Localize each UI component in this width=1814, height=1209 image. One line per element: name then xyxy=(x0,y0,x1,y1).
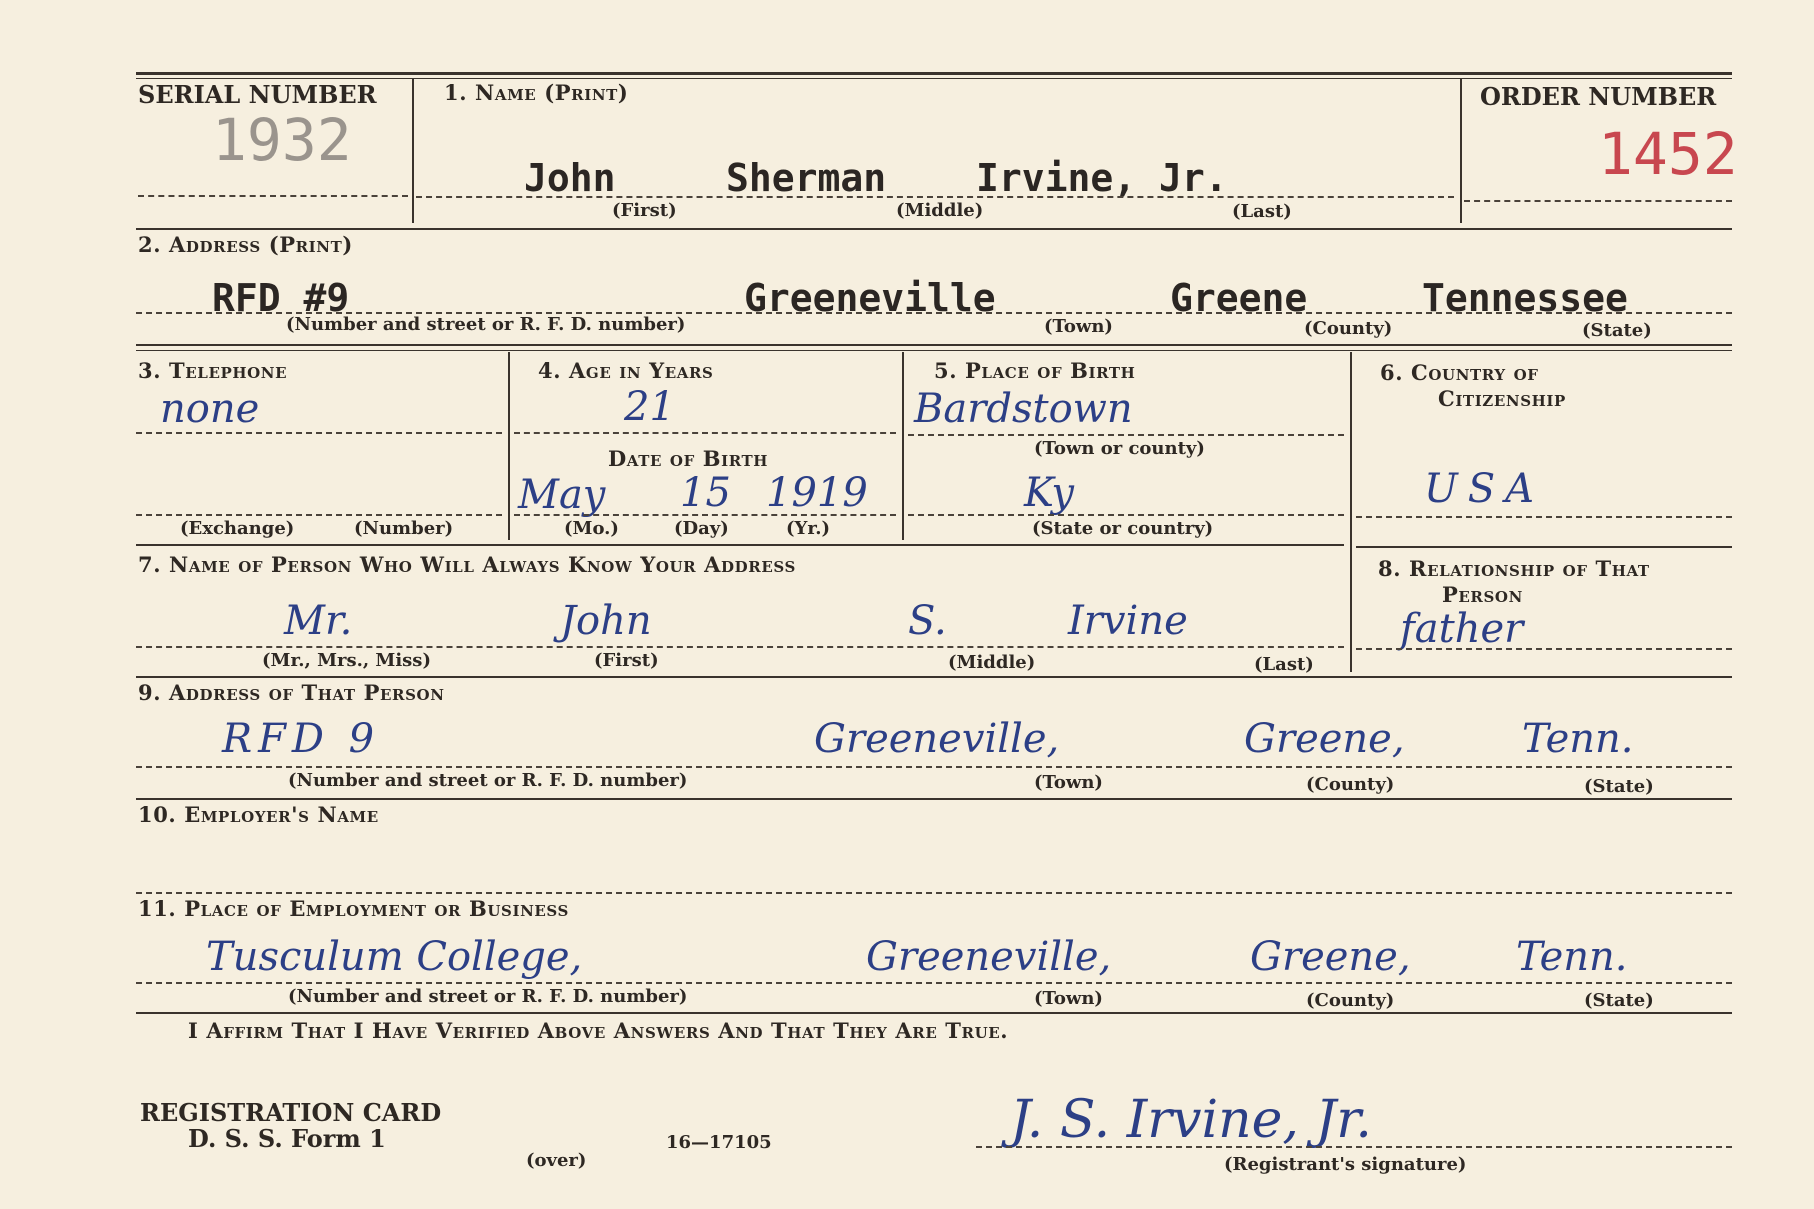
serial-number-value: 1932 xyxy=(212,106,352,174)
contact-label: 7. Name of Person Who Will Always Know Your Address xyxy=(138,552,796,577)
affirmation-text: I Affirm That I Have Verified Above Answers And That They Are True. xyxy=(188,1018,1009,1043)
section-rule-1 xyxy=(136,228,1732,230)
dob-year-value: 1919 xyxy=(766,470,868,516)
contact-middle-value: S. xyxy=(908,598,947,644)
contact-last-value: Irvine xyxy=(1068,598,1188,644)
dob-underline xyxy=(514,514,896,516)
print-code: 16—17105 xyxy=(666,1132,772,1153)
address-state-value: Tennessee xyxy=(1422,276,1628,320)
employment-street-caption: (Number and street or R. F. D. number) xyxy=(288,986,688,1007)
address-county-value: Greene xyxy=(1170,276,1308,320)
contact-address-state-value: Tenn. xyxy=(1522,716,1634,762)
address-label: 2. Address (Print) xyxy=(138,232,353,257)
employment-state-caption: (State) xyxy=(1584,990,1654,1011)
dob-day-caption: (Day) xyxy=(674,518,729,539)
contact-title-caption: (Mr., Mrs., Miss) xyxy=(262,650,431,671)
contact-first-value: John xyxy=(560,598,652,644)
name-last-value: Irvine, Jr. xyxy=(976,156,1228,200)
telephone-value: none xyxy=(160,386,260,432)
citizenship-label-line2: Citizenship xyxy=(1438,386,1566,411)
serial-underline xyxy=(138,195,408,197)
name-underline xyxy=(416,196,1454,198)
form-number: D. S. S. Form 1 xyxy=(188,1124,386,1153)
address-street-value: RFD #9 xyxy=(212,276,350,320)
address-town-value: Greeneville xyxy=(744,276,996,320)
contact-address-street-value: RFD 9 xyxy=(222,716,381,762)
card-title: REGISTRATION CARD xyxy=(140,1098,442,1127)
serial-number-label: SERIAL NUMBER xyxy=(138,80,377,109)
employment-street-value: Tusculum College, xyxy=(206,934,583,980)
dob-day-value: 15 xyxy=(680,470,731,516)
dob-year-caption: (Yr.) xyxy=(786,518,830,539)
contact-first-caption: (First) xyxy=(594,650,659,671)
birthplace-town-value: Bardstown xyxy=(914,386,1133,432)
name-first-caption: (First) xyxy=(612,200,677,221)
relationship-underline xyxy=(1356,648,1732,650)
relationship-label-line2: Person xyxy=(1442,582,1523,607)
employment-label: 11. Place of Employment or Business xyxy=(138,896,569,921)
age-label: 4. Age in Years xyxy=(538,358,714,383)
name-middle-value: Sherman xyxy=(726,156,887,200)
contact-address-underline xyxy=(136,766,1732,768)
name-first-value: John xyxy=(524,156,616,200)
telephone-label: 3. Telephone xyxy=(138,358,288,383)
employment-underline xyxy=(136,982,1732,984)
contact-underline xyxy=(136,646,1344,648)
birthplace-state-caption: (State or country) xyxy=(1032,518,1214,539)
divider-age-birthplace xyxy=(902,352,904,540)
order-number-value: 1452 xyxy=(1598,120,1738,188)
birthplace-label: 5. Place of Birth xyxy=(934,358,1136,383)
telephone-exchange-caption: (Exchange) xyxy=(180,518,295,539)
relationship-value: father xyxy=(1400,606,1524,652)
contact-address-town-caption: (Town) xyxy=(1034,772,1103,793)
name-last-caption: (Last) xyxy=(1232,201,1292,222)
employment-county-value: Greene, xyxy=(1250,934,1411,980)
citizenship-value: USA xyxy=(1424,466,1544,512)
section-rule-5 xyxy=(136,798,1732,800)
contact-address-county-value: Greene, xyxy=(1244,716,1405,762)
order-divider xyxy=(1460,78,1462,223)
dob-month-caption: (Mo.) xyxy=(564,518,619,539)
birthplace-state-underline xyxy=(908,514,1344,516)
employment-town-caption: (Town) xyxy=(1034,988,1103,1009)
citizenship-label-line1: 6. Country of xyxy=(1380,360,1539,385)
order-number-label: ORDER NUMBER xyxy=(1480,82,1717,111)
top-border xyxy=(136,72,1732,75)
divider-birthplace-citizenship xyxy=(1350,352,1352,672)
contact-last-caption: (Last) xyxy=(1254,654,1314,675)
contact-address-state-caption: (State) xyxy=(1584,776,1654,797)
section-rule-2b xyxy=(136,350,1732,351)
telephone-underline-1 xyxy=(136,432,502,434)
section-rule-4 xyxy=(136,676,1732,678)
divider-telephone-age xyxy=(508,352,510,540)
employment-town-value: Greeneville, xyxy=(866,934,1112,980)
telephone-underline-2 xyxy=(136,514,502,516)
name-middle-caption: (Middle) xyxy=(896,200,984,221)
age-underline xyxy=(514,432,896,434)
contact-address-label: 9. Address of That Person xyxy=(138,680,445,705)
signature-caption: (Registrant's signature) xyxy=(1224,1154,1467,1175)
name-label: 1. Name (Print) xyxy=(444,80,629,105)
registrant-signature: J. S. Irvine, Jr. xyxy=(1010,1090,1372,1150)
birthplace-state-value: Ky xyxy=(1024,470,1074,516)
address-town-caption: (Town) xyxy=(1044,316,1113,337)
contact-title-value: Mr. xyxy=(284,598,353,644)
employer-underline xyxy=(136,892,1732,894)
telephone-number-caption: (Number) xyxy=(354,518,454,539)
birthplace-town-caption: (Town or county) xyxy=(1034,438,1205,459)
contact-address-county-caption: (County) xyxy=(1306,774,1395,795)
citizenship-underline xyxy=(1356,516,1732,518)
section-rule-3b xyxy=(1356,546,1732,548)
section-rule-3 xyxy=(136,544,1344,546)
over-note: (over) xyxy=(526,1150,587,1171)
dob-label: Date of Birth xyxy=(608,446,769,471)
section-rule-2 xyxy=(136,344,1732,346)
employment-county-caption: (County) xyxy=(1306,990,1395,1011)
employment-state-value: Tenn. xyxy=(1516,934,1628,980)
contact-middle-caption: (Middle) xyxy=(948,652,1036,673)
top-border-inner xyxy=(136,78,1732,79)
order-underline xyxy=(1464,200,1732,202)
address-state-caption: (State) xyxy=(1582,320,1652,341)
contact-address-town-value: Greeneville, xyxy=(814,716,1060,762)
age-value: 21 xyxy=(624,384,675,430)
section-rule-6 xyxy=(136,1012,1732,1014)
signature-underline xyxy=(976,1146,1732,1148)
contact-address-street-caption: (Number and street or R. F. D. number) xyxy=(288,770,688,791)
serial-divider xyxy=(412,78,414,223)
address-street-caption: (Number and street or R. F. D. number) xyxy=(286,314,686,335)
relationship-label-line1: 8. Relationship of That xyxy=(1378,556,1650,581)
address-county-caption: (County) xyxy=(1304,318,1393,339)
dob-month-value: May xyxy=(518,472,606,518)
employer-label: 10. Employer's Name xyxy=(138,802,379,827)
birthplace-town-underline xyxy=(908,434,1344,436)
